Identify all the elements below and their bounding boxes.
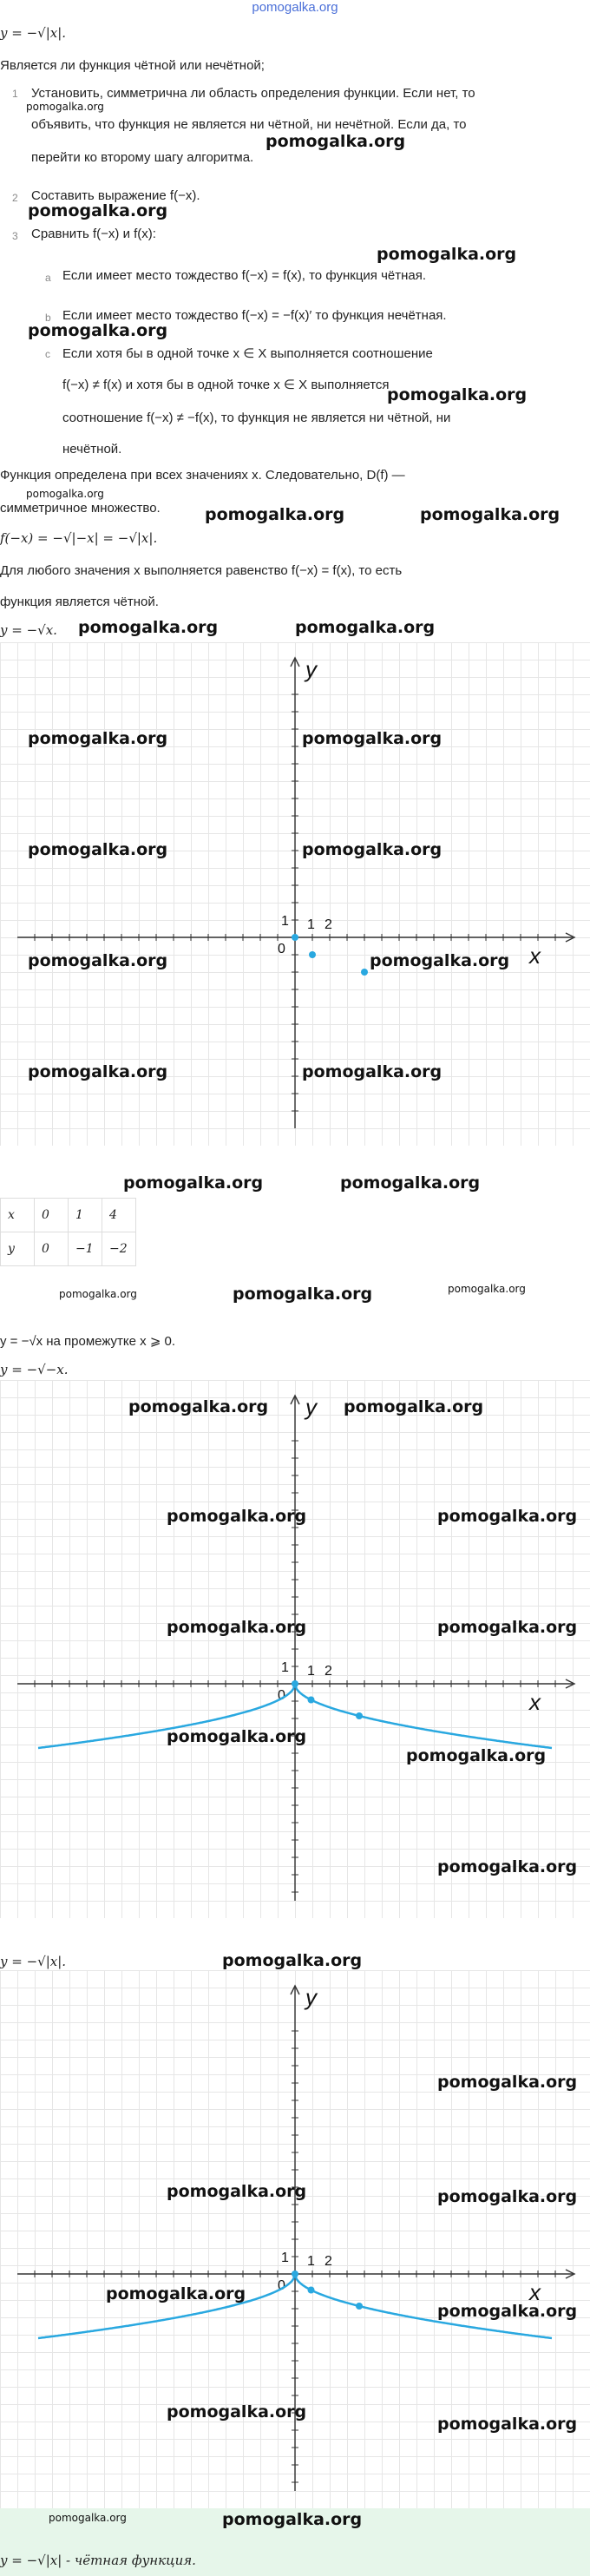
watermark: pomogalka.org bbox=[406, 1746, 547, 1765]
f-neg-formula: f(−x) = −√|−x| = −√|x|. bbox=[0, 530, 158, 546]
tick-label: 1 bbox=[307, 917, 315, 932]
watermark: pomogalka.org bbox=[78, 618, 219, 637]
graph-svg bbox=[0, 1380, 590, 1918]
interval-text: y = −√x на промежутке x ⩾ 0. bbox=[0, 1334, 176, 1349]
site-logo[interactable]: pomogalka.org bbox=[252, 0, 338, 15]
data-point bbox=[292, 934, 298, 941]
substep-b-text: Если имеет место тождество f(−x) = −f(x)′ то функция нечётная. bbox=[62, 308, 447, 323]
watermark: pomogalka.org bbox=[167, 1507, 307, 1526]
substep-c-line3: соотношение f(−x) ≠ −f(x), то функция не является ни чётной, ни bbox=[62, 411, 451, 425]
watermark: pomogalka.org bbox=[437, 2415, 578, 2434]
watermark: pomogalka.org bbox=[437, 1507, 578, 1526]
tick-label: 2 bbox=[324, 2254, 332, 2269]
watermark: pomogalka.org bbox=[28, 201, 168, 220]
tick-label: 1 bbox=[281, 914, 289, 929]
watermark: pomogalka.org bbox=[26, 488, 104, 500]
domain-line2: симметричное множество. bbox=[0, 501, 161, 516]
origin-label: 0 bbox=[278, 1688, 285, 1703]
origin-label: 0 bbox=[278, 2278, 285, 2293]
table-cell: 1 bbox=[69, 1199, 102, 1232]
graph-curve-2 bbox=[0, 1380, 590, 1918]
watermark: pomogalka.org bbox=[420, 505, 560, 524]
watermark: pomogalka.org bbox=[344, 1397, 484, 1416]
watermark: pomogalka.org bbox=[233, 1285, 373, 1304]
watermark: pomogalka.org bbox=[387, 385, 528, 404]
equality-line2: функция является чётной. bbox=[0, 595, 159, 609]
watermark: pomogalka.org bbox=[28, 951, 168, 970]
tick-label: 1 bbox=[307, 2254, 315, 2269]
watermark: pomogalka.org bbox=[28, 840, 168, 859]
watermark: pomogalka.org bbox=[437, 1857, 578, 1876]
watermark: pomogalka.org bbox=[377, 245, 517, 264]
question-text: Является ли функция чётной или нечётной; bbox=[0, 58, 265, 73]
y-axis-label: y bbox=[305, 656, 317, 682]
watermark: pomogalka.org bbox=[448, 1283, 526, 1295]
x-axis-label: x bbox=[529, 943, 541, 969]
watermark: pomogalka.org bbox=[222, 1951, 363, 1970]
table-cell: 4 bbox=[102, 1199, 136, 1232]
substep-b-num: b bbox=[45, 312, 51, 324]
watermark: pomogalka.org bbox=[123, 1173, 264, 1193]
substep-c-num: c bbox=[45, 348, 50, 360]
watermark: pomogalka.org bbox=[59, 1288, 137, 1300]
watermark: pomogalka.org bbox=[437, 1618, 578, 1637]
watermark: pomogalka.org bbox=[26, 101, 104, 113]
substep-a-text: Если имеет место тождество f(−x) = f(x), то функция чётная. bbox=[62, 268, 427, 283]
y-axis-label: y bbox=[305, 1394, 317, 1420]
tick-label: 2 bbox=[324, 917, 332, 932]
watermark: pomogalka.org bbox=[49, 2512, 127, 2524]
data-point bbox=[292, 1680, 298, 1687]
tick-label: 1 bbox=[307, 1664, 315, 1679]
watermark: pomogalka.org bbox=[302, 729, 442, 748]
table-cell: x bbox=[1, 1199, 35, 1232]
substep-c-line4: нечётной. bbox=[62, 442, 122, 457]
table-cell: 0 bbox=[35, 1199, 69, 1232]
watermark: pomogalka.org bbox=[205, 505, 345, 524]
data-point bbox=[309, 951, 316, 958]
step-3-num: 3 bbox=[12, 230, 18, 242]
watermark: pomogalka.org bbox=[167, 1727, 307, 1746]
formula-neg-x: y = −√−x. bbox=[0, 1362, 69, 1377]
watermark: pomogalka.org bbox=[302, 840, 442, 859]
watermark: pomogalka.org bbox=[167, 2182, 307, 2201]
step-2-text: Составить выражение f(−x). bbox=[31, 188, 200, 203]
watermark: pomogalka.org bbox=[106, 2284, 246, 2303]
watermark: pomogalka.org bbox=[28, 729, 168, 748]
substep-c-line2: f(−x) ≠ f(x) и хотя бы в одной точке x ∈ X выполняется bbox=[62, 378, 390, 392]
values-table bbox=[0, 1198, 136, 1266]
step-1-line3: перейти ко второму шагу алгоритма. bbox=[31, 150, 254, 165]
substep-c-line1: Если хотя бы в одной точке x ∈ X выполняется соотношение bbox=[62, 346, 433, 361]
table-cell: −1 bbox=[69, 1232, 102, 1266]
data-point bbox=[356, 2303, 363, 2310]
table-row-y bbox=[1, 1232, 136, 1266]
tick-label: 2 bbox=[324, 1664, 332, 1679]
equality-line1: Для любого значения x выполняется равенство f(−x) = f(x), то есть bbox=[0, 563, 403, 578]
table-cell: 0 bbox=[35, 1232, 69, 1266]
watermark: pomogalka.org bbox=[295, 618, 436, 637]
x-axis-label: x bbox=[529, 1689, 541, 1715]
watermark: pomogalka.org bbox=[437, 2302, 578, 2321]
formula-sqrt-x: y = −√x. bbox=[0, 622, 57, 638]
table-row-x bbox=[1, 1199, 136, 1232]
step-2-num: 2 bbox=[12, 192, 18, 204]
x-axis-label: x bbox=[529, 2279, 541, 2305]
conclusion-text: y = −√|x| - чётная функция. bbox=[0, 2553, 196, 2568]
step-3-text: Сравнить f(−x) и f(x): bbox=[31, 227, 156, 241]
table-cell: −2 bbox=[102, 1232, 136, 1266]
tick-label: 1 bbox=[281, 1660, 289, 1675]
data-point bbox=[361, 969, 368, 976]
watermark: pomogalka.org bbox=[222, 2510, 363, 2529]
y-axis-label: y bbox=[305, 1984, 317, 2010]
domain-line1: Функция определена при всех значениях x. Следовательно, D(f) — bbox=[0, 468, 405, 483]
step-1-line2: объявить, что функция не является ни чётной, ни нечётной. Если да, то bbox=[31, 117, 467, 132]
table-cell: y bbox=[1, 1232, 35, 1266]
watermark: pomogalka.org bbox=[266, 132, 406, 151]
watermark: pomogalka.org bbox=[370, 951, 510, 970]
watermark: pomogalka.org bbox=[167, 1618, 307, 1637]
intro-formula: y = −√|x|. bbox=[0, 25, 67, 41]
substep-a-num: a bbox=[45, 272, 51, 284]
data-point bbox=[356, 1712, 363, 1719]
watermark: pomogalka.org bbox=[340, 1173, 481, 1193]
watermark: pomogalka.org bbox=[128, 1397, 269, 1416]
step-1-line1: Установить, симметрична ли область определения функции. Если нет, то bbox=[31, 86, 475, 101]
tick-label: 1 bbox=[281, 2251, 289, 2265]
watermark: pomogalka.org bbox=[28, 321, 168, 340]
watermark: pomogalka.org bbox=[302, 1062, 442, 1081]
formula-abs: y = −√|x|. bbox=[0, 1954, 67, 1969]
data-point bbox=[308, 1697, 315, 1704]
data-point bbox=[292, 2270, 298, 2277]
data-point bbox=[308, 2287, 315, 2294]
origin-label: 0 bbox=[278, 942, 285, 956]
watermark: pomogalka.org bbox=[167, 2402, 307, 2422]
watermark: pomogalka.org bbox=[28, 1062, 168, 1081]
step-number: 1 bbox=[12, 88, 18, 100]
watermark: pomogalka.org bbox=[437, 2187, 578, 2206]
watermark: pomogalka.org bbox=[437, 2073, 578, 2092]
